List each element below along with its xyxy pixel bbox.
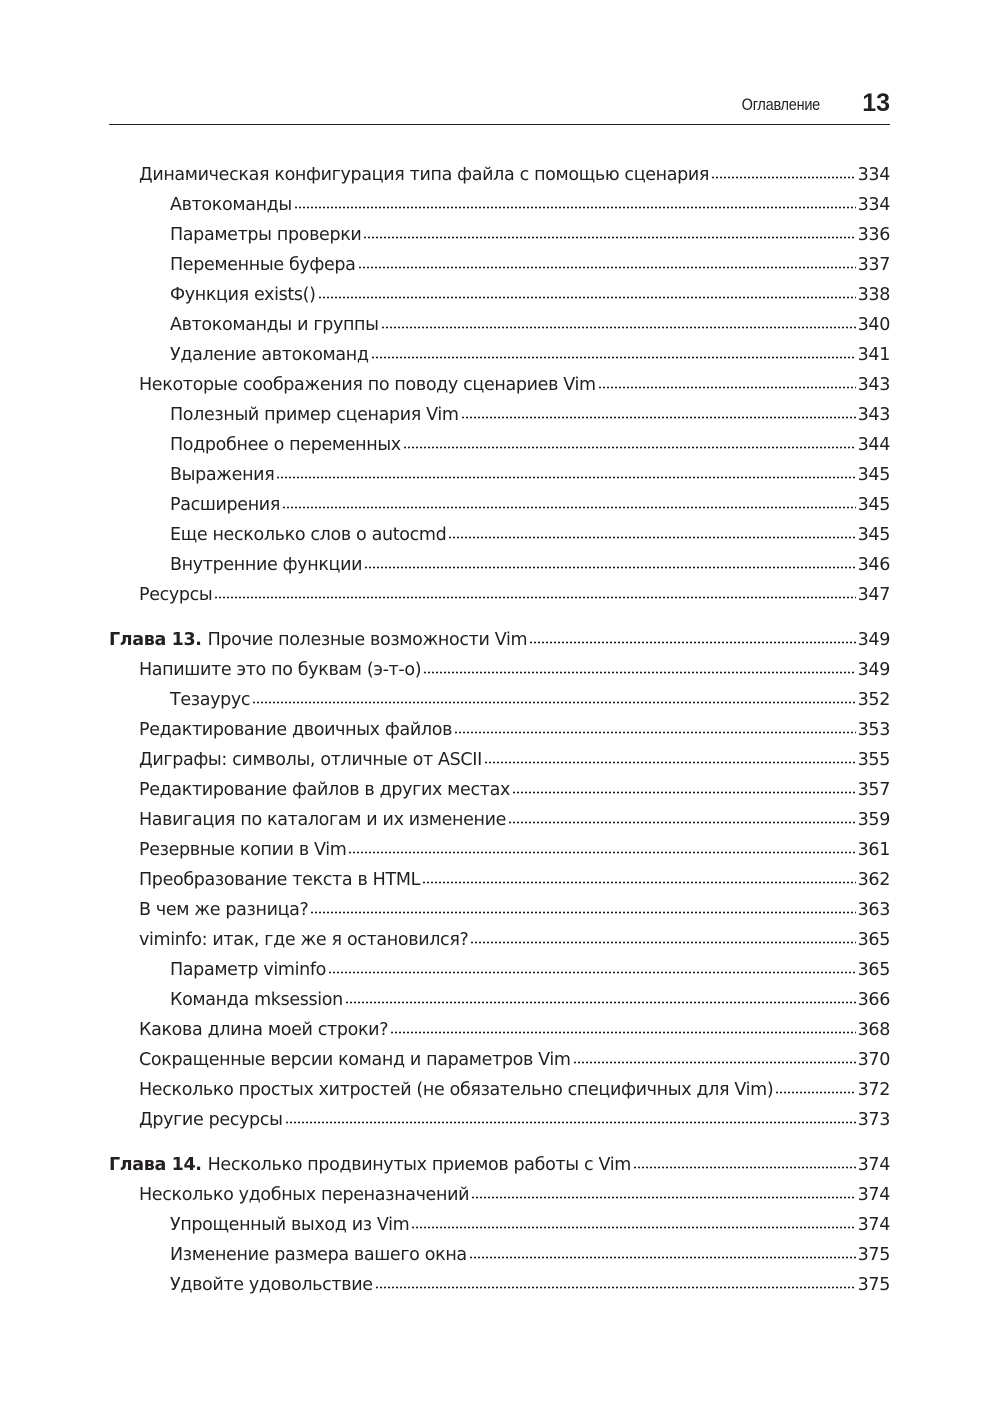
toc-entry (109, 195, 890, 225)
toc-entry (109, 1020, 890, 1050)
toc-entry-title: Удаление автокоманд (170, 345, 369, 365)
toc-entry (109, 1215, 890, 1245)
running-header (109, 88, 890, 125)
toc-page-number: 368 (857, 1020, 890, 1040)
dot-leader (711, 175, 856, 180)
toc-page-number: 341 (857, 345, 890, 365)
toc-entry (109, 225, 890, 255)
toc-page-number: 370 (857, 1050, 890, 1070)
toc-entry (109, 1185, 890, 1215)
toc-entry-title: Резервные копии в Vim (139, 840, 347, 860)
toc-entry (109, 285, 890, 315)
toc-entry (109, 900, 890, 930)
toc-entry-title: Параметр viminfo (170, 960, 327, 980)
toc-entry-title: Удвойте удовольствие (170, 1275, 373, 1295)
toc-entry-title: Внутренние функции (170, 555, 363, 575)
toc-page-number: 363 (857, 900, 890, 920)
toc-entry (109, 465, 890, 495)
toc-entry (109, 255, 890, 285)
chapter-label: Глава 13. (109, 630, 202, 650)
toc-page-number: 352 (857, 690, 890, 710)
toc-page-number: 362 (857, 870, 890, 890)
toc-entry-title: Тезаурус (170, 690, 251, 710)
dot-leader (484, 760, 856, 765)
dot-leader (318, 295, 856, 300)
toc-entry-title: Автокоманды и группы (170, 315, 379, 335)
dot-leader (508, 820, 856, 825)
dot-leader (390, 1030, 856, 1035)
toc-page-number: 359 (857, 810, 890, 830)
toc-entry (109, 1080, 890, 1110)
toc-entry-title: Несколько простых хитростей (не обязательно специфичных для Vim) (139, 1080, 774, 1100)
toc-page-number: 365 (857, 930, 890, 950)
toc-entry (109, 405, 890, 435)
toc-entry-title: Несколько удобных переназначений (139, 1185, 470, 1205)
toc-entry-title: Параметры проверки (170, 225, 362, 245)
dot-leader (469, 1255, 856, 1260)
toc-page-number: 334 (857, 195, 890, 215)
toc-page-number: 340 (857, 315, 890, 335)
toc-entry-title: Упрощенный выход из Vim (170, 1215, 410, 1235)
toc-entry (109, 930, 890, 960)
toc-entry-title: Ресурсы (139, 585, 213, 605)
dot-leader (371, 355, 856, 360)
toc-entry (109, 375, 890, 405)
toc-entry-title: В чем же разница? (139, 900, 309, 920)
dot-leader (294, 205, 856, 210)
toc-entry-title: Еще несколько слов о autocmd (170, 525, 447, 545)
toc-page-number: 374 (857, 1185, 890, 1205)
toc-page-number: 338 (857, 285, 890, 305)
toc-entry-title: Подробнее о переменных (170, 435, 401, 455)
toc-page-number: 345 (857, 465, 890, 485)
dot-leader (454, 730, 856, 735)
toc-page-number: 353 (857, 720, 890, 740)
toc-page-number: 374 (857, 1215, 890, 1235)
dot-leader (423, 670, 855, 675)
toc-page-number: 357 (857, 780, 890, 800)
toc-entry-title: Полезный пример сценария Vim (170, 405, 459, 425)
toc-entry (109, 780, 890, 810)
toc-entry-title: Некоторые соображения по поводу сценариев Vim (139, 375, 596, 395)
toc-entry-title: Диграфы: символы, отличные от ASCII (139, 750, 482, 770)
toc-page-number: 344 (857, 435, 890, 455)
table-of-contents (109, 165, 890, 1305)
toc-entry-title: Выражения (170, 465, 275, 485)
dot-leader (598, 385, 856, 390)
toc-entry-title: Функция exists() (170, 285, 316, 305)
toc-page-number: 372 (857, 1080, 890, 1100)
toc-page-number: 345 (857, 495, 890, 515)
toc-entry (109, 345, 890, 375)
toc-entry-title: Напишите это по буквам (э-т-о) (139, 660, 422, 680)
dot-leader (422, 880, 856, 885)
toc-entry (109, 1275, 890, 1305)
toc-entry-title: Переменные буфера (170, 255, 356, 275)
toc-entry-title: Несколько продвинутых приемов работы с Vim (207, 1155, 631, 1175)
toc-chapter-entry (109, 630, 890, 660)
dot-leader (252, 700, 856, 705)
toc-entry-title: viminfo: итак, где же я остановился? (139, 930, 469, 950)
toc-entry (109, 1110, 890, 1140)
toc-entry (109, 585, 890, 615)
dot-leader (512, 790, 856, 795)
chapter-label: Глава 14. (109, 1155, 202, 1175)
toc-page-number: 374 (857, 1155, 890, 1175)
toc-entry-title: Автокоманды (170, 195, 292, 215)
toc-entry-title: Сокращенные версии команд и параметров Vim (139, 1050, 571, 1070)
dot-leader (285, 1120, 856, 1125)
dot-leader (573, 1060, 856, 1065)
toc-entry-title: Изменение размера вашего окна (170, 1245, 467, 1265)
dot-leader (276, 475, 855, 480)
dot-leader (310, 910, 855, 915)
dot-leader (364, 565, 855, 570)
toc-entry (109, 525, 890, 555)
toc-entry (109, 870, 890, 900)
dot-leader (363, 235, 855, 240)
header-title: Оглавление (741, 96, 820, 114)
toc-page-number: 337 (857, 255, 890, 275)
toc-entry-title: Прочие полезные возможности Vim (207, 630, 528, 650)
toc-entry (109, 1245, 890, 1275)
toc-page-number: 343 (857, 375, 890, 395)
toc-page-number: 345 (857, 525, 890, 545)
toc-page-number: 375 (857, 1275, 890, 1295)
toc-page-number: 365 (857, 960, 890, 980)
toc-entry (109, 750, 890, 780)
toc-page-number: 375 (857, 1245, 890, 1265)
toc-entry-title: Какова длина моей строки? (139, 1020, 389, 1040)
toc-page-number: 347 (857, 585, 890, 605)
dot-leader (375, 1285, 856, 1290)
toc-entry (109, 990, 890, 1020)
toc-page-number: 346 (857, 555, 890, 575)
toc-page-number: 349 (857, 660, 890, 680)
toc-page-number: 336 (857, 225, 890, 245)
toc-entry-title: Расширения (170, 495, 281, 515)
dot-leader (348, 850, 855, 855)
dot-leader (529, 640, 855, 645)
toc-entry (109, 690, 890, 720)
toc-entry (109, 165, 890, 195)
dot-leader (328, 970, 856, 975)
toc-entry (109, 495, 890, 525)
toc-page-number: 355 (857, 750, 890, 770)
toc-entry (109, 840, 890, 870)
dot-leader (633, 1165, 856, 1170)
dot-leader (461, 415, 856, 420)
toc-page-number: 349 (857, 630, 890, 650)
dot-leader (775, 1090, 855, 1095)
toc-entry (109, 720, 890, 750)
dot-leader (471, 1195, 856, 1200)
dot-leader (345, 1000, 856, 1005)
toc-entry (109, 810, 890, 840)
toc-page-number: 366 (857, 990, 890, 1010)
dot-leader (214, 595, 855, 600)
toc-page-number: 373 (857, 1110, 890, 1130)
toc-entry-title: Другие ресурсы (139, 1110, 283, 1130)
toc-entry-title: Редактирование файлов в других местах (139, 780, 510, 800)
toc-entry-title: Команда mksession (170, 990, 343, 1010)
toc-entry-title: Динамическая конфигурация типа файла с помощью сценария (139, 165, 710, 185)
dot-leader (403, 445, 856, 450)
toc-entry (109, 315, 890, 345)
toc-entry (109, 1050, 890, 1080)
toc-page-number: 334 (857, 165, 890, 185)
dot-leader (282, 505, 856, 510)
toc-page-number: 343 (857, 405, 890, 425)
toc-entry (109, 660, 890, 690)
toc-entry-title: Навигация по каталогам и их изменение (139, 810, 507, 830)
dot-leader (470, 940, 855, 945)
dot-leader (448, 535, 855, 540)
toc-page-number: 361 (857, 840, 890, 860)
dot-leader (381, 325, 856, 330)
toc-entry-title: Преобразование текста в HTML (139, 870, 420, 890)
dot-leader (411, 1225, 855, 1230)
toc-chapter-entry (109, 1155, 890, 1185)
toc-entry (109, 555, 890, 585)
toc-entry (109, 960, 890, 990)
header-page-number: 13 (862, 89, 890, 117)
dot-leader (358, 265, 856, 270)
toc-entry-title: Редактирование двоичных файлов (139, 720, 453, 740)
toc-entry (109, 435, 890, 465)
